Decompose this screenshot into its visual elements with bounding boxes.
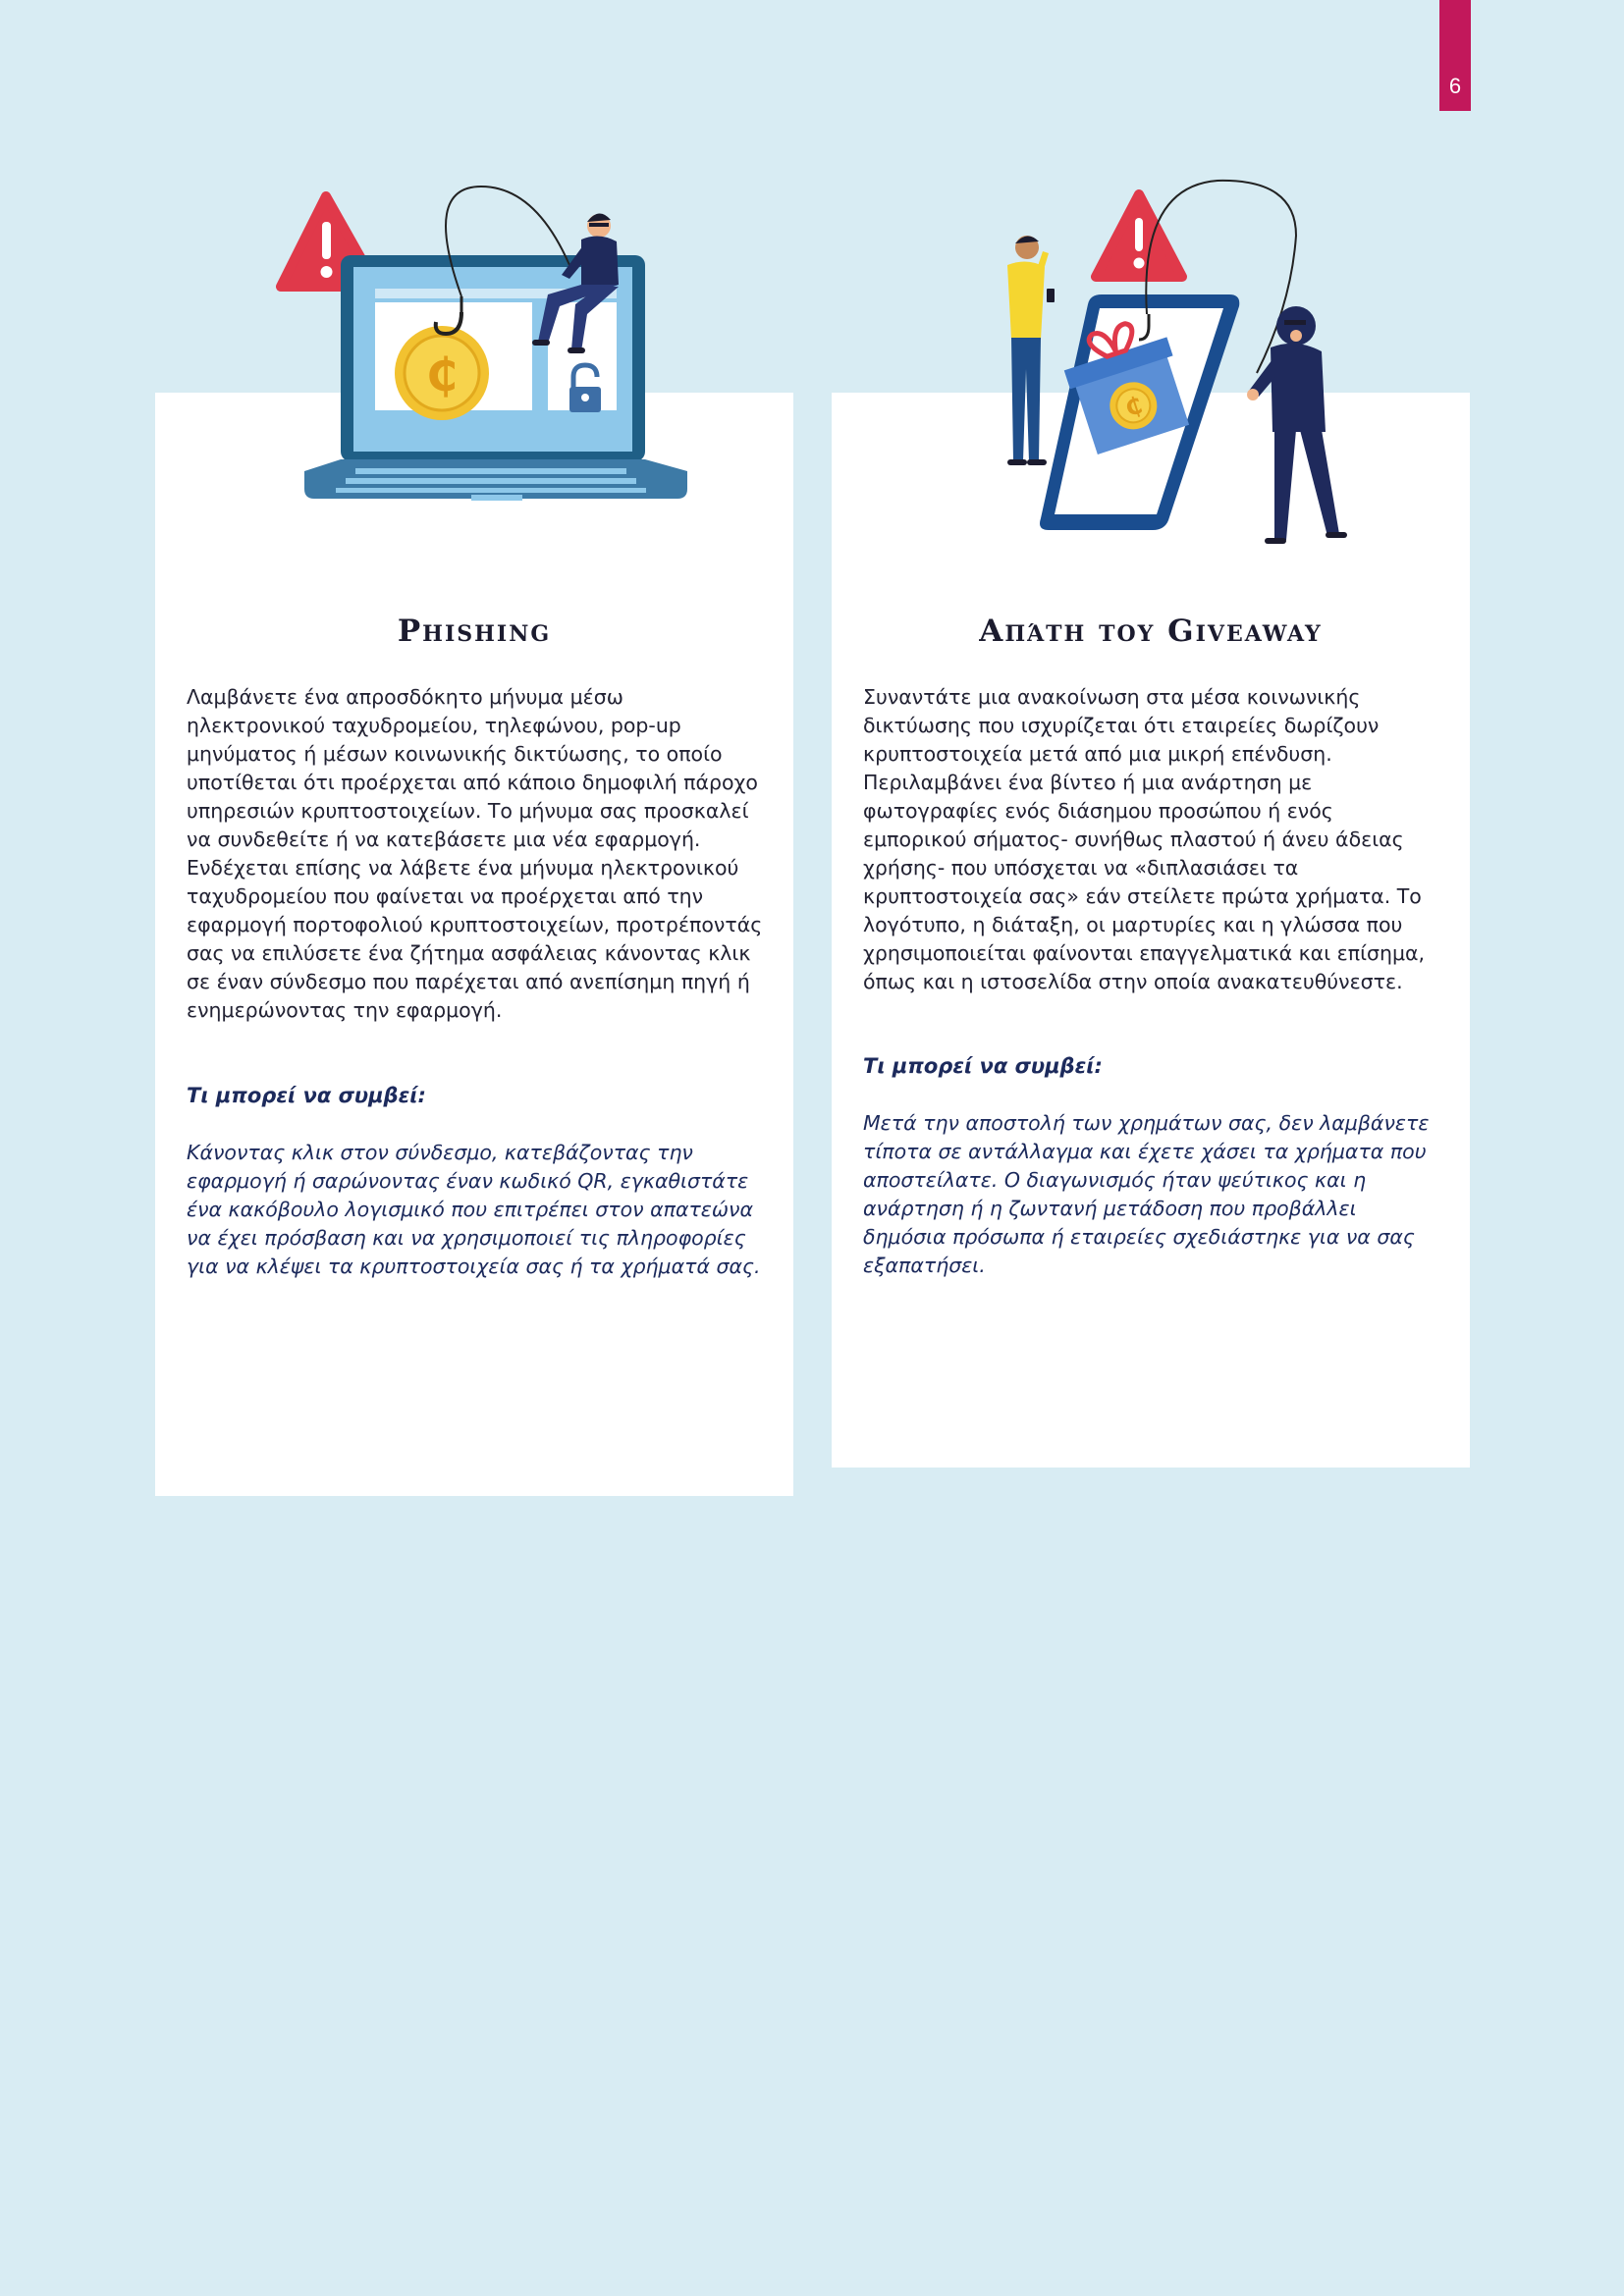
laptop-phishing-illustration bbox=[275, 177, 727, 540]
card-title: Phishing bbox=[397, 614, 552, 649]
hooded-hacker-figure bbox=[1247, 306, 1347, 544]
page-number-tab bbox=[1439, 0, 1471, 111]
crypto-coin-icon bbox=[395, 326, 489, 420]
card-result: Μετά την αποστολή των χρημάτων σας, δεν λαμβάνετε τίποτα σε αντάλλαγμα και έχετε χάσει τα χρήματα που αποστείλατε. Ο διαγωνισμός ήταν ψεύτικος και η ανάρτηση ή η ζωντανή μετάδοση που προβάλλει δημόσια πρόσωπα ή εταιρείες σχεδιάστηκε για να σας εξαπατήσει. bbox=[863, 1111, 1430, 1277]
card-subheading: Τι μπορεί να συμβεί: bbox=[187, 1084, 426, 1107]
warning-triangle-icon bbox=[1096, 194, 1182, 277]
svg-text:₵: ₵ bbox=[1121, 391, 1146, 423]
card-subheading: Τι μπορεί να συμβεί: bbox=[863, 1054, 1103, 1078]
card-title: Απάτη του Giveaway bbox=[979, 614, 1323, 649]
card-body: Λαμβάνετε ένα απροσδόκητο μήνυμα μέσω ηλεκτρονικού ταχυδρομείου, τηλεφώνου, pop-up μηνύματος ή μέσων κοινωνικής δικτύωσης, το οποίο υποτίθεται ότι προέρχεται από κάποιο δημοφιλή πάροχο υπηρεσιών κρυπτοστοιχείων. Το μήνυμα σας προσκαλεί να συνδεθείτε ή να κατεβάσετε μια νέα εφαρμογή. Ενδέχεται επίσης να λάβετε ένα μήνυμα ηλεκτρονικού ταχυδρομείου που φαίνεται να προέρχεται από την εφαρμογή πορτοφολιού κρυπτοστοιχείων, προτρέποντάς σας να επιλύσετε ένα ζήτημα ασφάλειας κάνοντας κλικ σε έναν σύνδεσμο που παρέχεται από ανεπίσημη πηγή ή ενημερώνοντας την εφαρμογή. bbox=[187, 685, 763, 1022]
svg-text:₵: ₵ bbox=[425, 348, 459, 401]
card-phishing bbox=[155, 393, 793, 1496]
giveaway-scam-illustration bbox=[972, 167, 1365, 560]
card-result: Κάνοντας κλικ στον σύνδεσμο, κατεβάζοντας την εφαρμογή ή σαρώνοντας έναν κωδικό QR, εγκαθιστάτε ένα κακόβουλο λογισμικό που επιτρέπει στον απατεώνα να έχει πρόσβαση και να χρησιμοποιεί τις πληροφορίες για να κλέψει τα κρυπτοστοιχεία σας ή τα χρήματά σας. bbox=[187, 1141, 761, 1278]
laptop-icon bbox=[304, 255, 687, 501]
victim-figure bbox=[1007, 236, 1055, 465]
card-body: Συναντάτε μια ανακοίνωση στα μέσα κοινωνικής δικτύωσης που ισχυρίζεται ότι εταιρείες δωρίζουν κρυπτοστοιχεία μετά από μια μικρή επένδυση. Περιλαμβάνει ένα βίντεο ή μια ανάρτηση με φωτογραφίες ενός διάσημου προσώπου ή ενός εμπορικού σήματος- συνήθως πλαστού ή άνευ άδειας χρήσης- που υπόσχεται να «διπλασιάσει τα κρυπτοστοιχεία σας» εάν στείλετε πρώτα χρήματα. Το λογότυπο, η διάταξη, οι μαρτυρίες και η γλώσσα που χρησιμοποιείται φαίνονται επαγγελματικά και επίσημα, όπως και η ιστοσελίδα στην οποία ανακατευθύνεστε. bbox=[863, 685, 1426, 993]
page-number: 6 bbox=[1448, 74, 1462, 98]
